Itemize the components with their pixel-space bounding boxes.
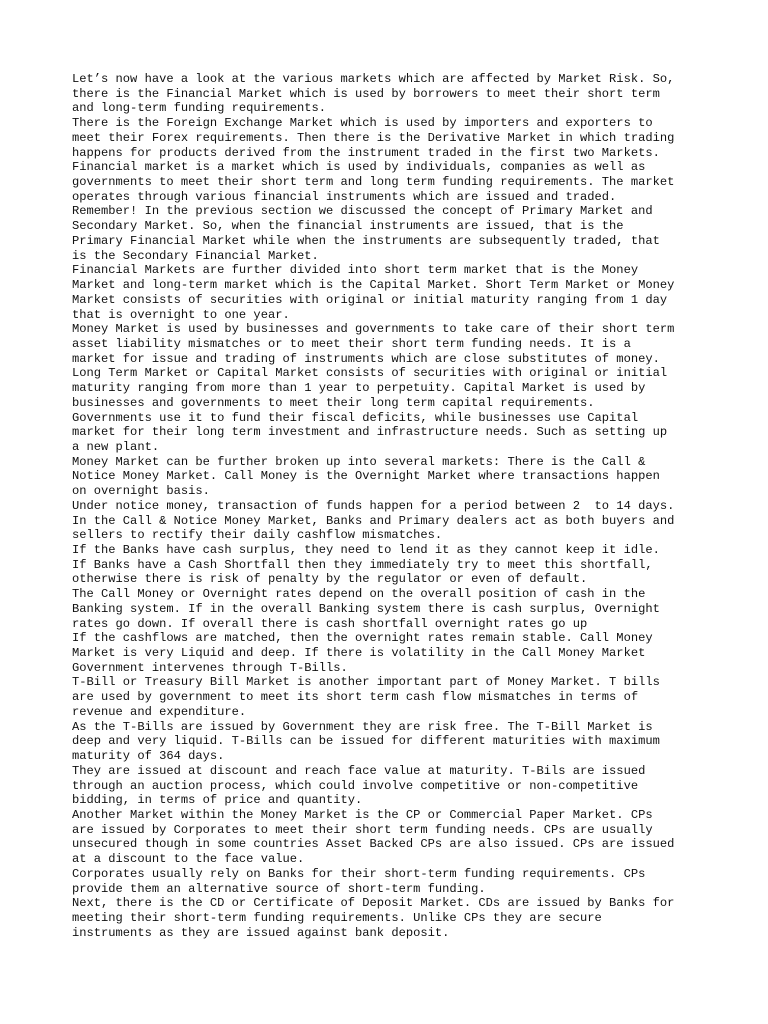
- text-line: there is the Financial Market which is used by borrowers to meet their short term: [72, 86, 660, 101]
- document-body: [72, 72, 712, 940]
- text-line: Corporates usually rely on Banks for their short-term funding requirements. CPs: [72, 866, 646, 881]
- text-line: maturity ranging from more than 1 year to perpetuity. Capital Market is used by: [72, 381, 646, 396]
- text-line: meeting their short-term funding requirements. Unlike CPs they are secure: [72, 910, 602, 925]
- text-line: Governments use it to fund their fiscal deficits, while businesses use Capital: [72, 410, 639, 425]
- text-line: and long-term funding requirements.: [72, 101, 327, 116]
- text-line: revenue and expenditure.: [72, 704, 247, 719]
- text-line: unsecured though in some countries Asset Backed CPs are also issued. CPs are issued: [72, 837, 675, 852]
- text-line: Government intervenes through T-Bills.: [72, 660, 348, 675]
- text-line: Money Market is used by businesses and governments to take care of their short term: [72, 322, 675, 337]
- text-line: governments to meet their short term and long term funding requirements. The market: [72, 175, 675, 190]
- text-line: meet their Forex requirements. Then there is the Derivative Market in which trading: [72, 130, 675, 145]
- text-line: Market and long-term market which is the Capital Market. Short Term Market or Money: [72, 278, 675, 293]
- text-line: at a discount to the face value.: [72, 852, 305, 867]
- text-line: Banking system. If in the overall Banking system there is cash surplus, Overnight: [72, 601, 660, 616]
- text-line: Financial Markets are further divided into short term market that is the Money: [72, 263, 639, 278]
- text-line: are used by government to meet its short term cash flow mismatches in terms of: [72, 690, 639, 705]
- text-line: instruments as they are issued against bank deposit.: [72, 925, 450, 940]
- text-line: are issued by Corporates to meet their short term funding needs. CPs are usually: [72, 822, 653, 837]
- text-line: provide them an alternative source of short-term funding.: [72, 881, 486, 896]
- text-line: market for their long term investment and infrastructure needs. Such as setting up: [72, 425, 668, 440]
- text-line: Let’s now have a look at the various markets which are affected by Market Risk. So,: [72, 72, 675, 86]
- text-line: Market is very Liquid and deep. If there is volatility in the Call Money Market: [72, 646, 646, 661]
- text-line: maturity of 364 days.: [72, 749, 225, 764]
- text-line: happens for products derived from the instrument traded in the first two Markets.: [72, 145, 660, 160]
- text-line: deep and very liquid. T-Bills can be issued for different maturities with maximum: [72, 734, 660, 749]
- text-line: If the Banks have cash surplus, they need to lend it as they cannot keep it idle.: [72, 543, 660, 557]
- text-line: Market consists of securities with original or initial maturity ranging from 1 day: [72, 292, 668, 307]
- text-line: asset liability mismatches or to meet their short term funding needs. It is a: [72, 336, 631, 351]
- text-line: As the T-Bills are issued by Government they are risk free. The T-Bill Market is: [72, 719, 653, 734]
- text-line: Under notice money, transaction of funds happen for a period between 2 to 14 days.: [72, 498, 675, 513]
- text-line: operates through various financial instruments which are issued and traded.: [72, 189, 617, 204]
- text-line: Remember! In the previous section we discussed the concept of Primary Market and: [72, 204, 653, 219]
- text-line: Money Market can be further broken up into several markets: There is the Call &: [72, 454, 646, 469]
- text-line: Secondary Market. So, when the financial instruments are issued, that is the: [72, 219, 624, 234]
- text-line: There is the Foreign Exchange Market which is used by importers and exporters to: [72, 116, 653, 131]
- text-line: Notice Money Market. Call Money is the Overnight Market where transactions happen: [72, 469, 660, 484]
- text-line: If the cashflows are matched, then the overnight rates remain stable. Call Money: [72, 631, 653, 646]
- text-line: Long Term Market or Capital Market consists of securities with original or initial: [72, 366, 668, 381]
- text-line: that is overnight to one year.: [72, 307, 290, 322]
- text-line: through an auction process, which could involve competitive or non-competitive: [72, 778, 639, 793]
- text-line: bidding, in terms of price and quantity.: [72, 793, 363, 808]
- text-line: a new plant.: [72, 439, 160, 454]
- text-line: market for issue and trading of instruments which are close substitutes of money.: [72, 351, 660, 366]
- text-line: The Call Money or Overnight rates depend on the overall position of cash in the: [72, 587, 646, 602]
- text-line: businesses and governments to meet their long term capital requirements.: [72, 395, 595, 410]
- text-line: Next, there is the CD or Certificate of Deposit Market. CDs are issued by Banks for: [72, 896, 675, 911]
- text-line: sellers to rectify their daily cashflow mismatches.: [72, 528, 443, 543]
- text-line: on overnight basis.: [72, 484, 210, 499]
- text-line: Another Market within the Money Market is the CP or Commercial Paper Market. CPs: [72, 807, 653, 822]
- text-line: If Banks have a Cash Shortfall then they immediately try to meet this shortfall,: [72, 557, 653, 572]
- text-line: otherwise there is risk of penalty by the regulator or even of default.: [72, 572, 588, 587]
- text-line: Primary Financial Market while when the instruments are subsequently traded, that: [72, 233, 660, 248]
- text-line: is the Secondary Financial Market.: [72, 248, 319, 263]
- text-line: They are issued at discount and reach face value at maturity. T-Bils are issued: [72, 763, 646, 778]
- text-line: Financial market is a market which is used by individuals, companies as well as: [72, 160, 646, 175]
- text-line: T-Bill or Treasury Bill Market is another important part of Money Market. T bills: [72, 675, 660, 690]
- text-line: In the Call & Notice Money Market, Banks and Primary dealers act as both buyers and: [72, 513, 675, 528]
- text-line: rates go down. If overall there is cash shortfall overnight rates go up: [72, 616, 588, 631]
